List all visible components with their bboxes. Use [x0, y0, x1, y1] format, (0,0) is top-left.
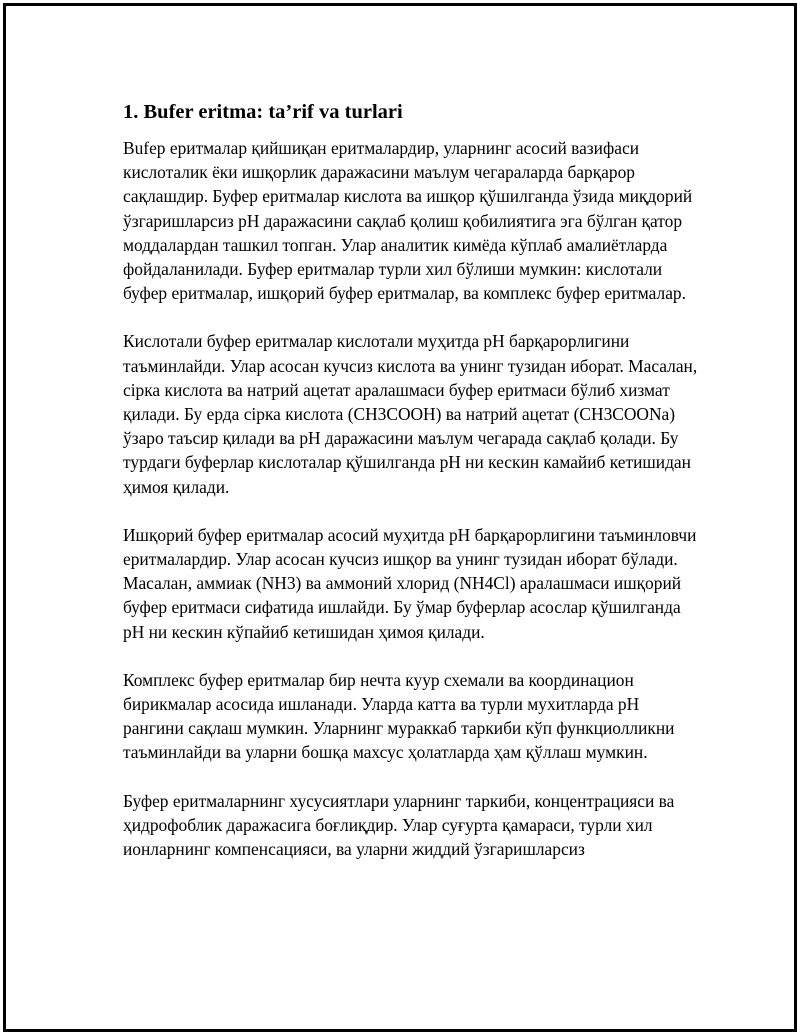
section-heading: 1. Bufer eritma: ta’rif va turlari: [123, 101, 403, 123]
document-body: [123, 98, 701, 885]
paragraph-acidic-buffers: Кислотали буфер еритмалар кислотали муҳитда pH барқарорлигини таъминлайди. Улар асосан кучсиз кислота ва унинг тузидан иборат. Масалан, сірка кислота ва натрий ацетат аралашмаси буфер еритмаси бўлиб хизмат қилади. Бу ерда сірка кислота (CH3COOH) ва натрий ацетат (CH3COONa) ўзаро таъсир қилади ва pH даражасини маълум чегарада сақлаб қолади. Бу турдаги буферлар кислоталар қўшилганда pH ни кескин камайиб кетишидан ҳимоя қилади.: [123, 331, 698, 497]
paragraph-properties: Буфер еритмаларнинг хусусиятлари уларнинг таркиби, концентрацияси ва ҳидрофоблик даражасига боғлиқдир. Улар суғурта қамараси, турли хил ионларнинг компенсацияси, ва уларни жиддий ўзгаришларсиз: [123, 790, 675, 860]
paragraph-basic-buffers: Ишқорий буфер еритмалар асосий муҳитда pH барқарорлигини таъминловчи еритмалардир. Улар асосан кучсиз ишқор ва унинг тузидан иборат бўлади. Масалан, аммиак (NH3) ва аммоний хлорид (NH4Cl) аралашмаси ишқорий буфер еритмаси сифатида ишлайди. Бу ўмар буферлар асослар қўшилганда pH ни кескин кўпайиб кетишидан ҳимоя қилади.: [123, 524, 697, 642]
page: [3, 3, 797, 1032]
paragraph-complex-buffers: Комплекс буфер еритмалар бир нечта куур схемали ва координацион бирикмалар асосида ишланади. Уларда катта ва турли мухитларда pH рангини сақлаш мумкин. Уларнинг мураккаб таркиби кўп функциолликни таъминлайди ва уларни бошқа махсус ҳолатларда ҳам қўллаш мумкин.: [123, 669, 675, 763]
paragraph-definition: Bufер еритмалар қийшиқан еритмалардир, уларнинг асосий вазифаси кислоталик ёки ишқорлик даражасини маълум чегараларда барқарор сақлашдир. Буфер еритмалар кислота ва ишқор қўшилганда ўзида миқдорий ўзгаришларсиз pH даражасини сақлаб қолиш қобилиятига эга бўлган қатор моддалардан ташкил топган. Улар аналитик кимёда кўплаб амалиётларда фойдаланилади. Буфер еритмалар турли хил бўлиши мумкин: кислотали буфер еритмалар, ишқорий буфер еритмалар, ва комплекс буфер еритмалар.: [123, 138, 693, 304]
